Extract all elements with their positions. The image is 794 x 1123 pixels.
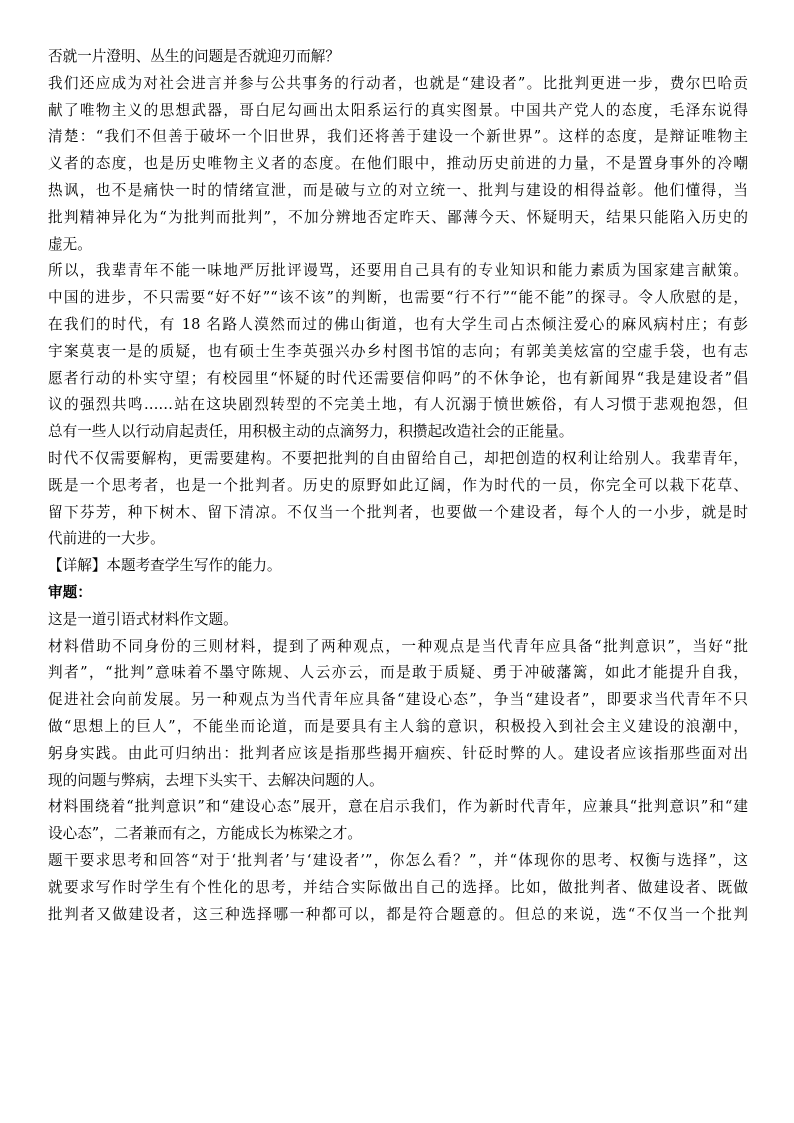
text-line: 批判者又做建设者，这三种选择哪一种都可以，都是符合题意的。但总的来说，选“不仅当一个批判 — [48, 905, 748, 923]
text-line: 热讽，也不是痛快一时的情绪宣泄，而是破与立的对立统一、批判与建设的相得益彰。他们懂得，当 — [48, 181, 748, 199]
text-line: 促进社会向前发展。另一种观点为当代青年应具备“建设心态”，争当“建设者”，即要求当代青年不只 — [48, 691, 748, 709]
text-line: 所以，我辈青年不能一味地严厉批评谩骂，还要用自己具有的专业知识和能力素质为国家建言献策。 — [48, 262, 748, 280]
text-line: 时代不仅需要解构，更需要建构。不要把批判的自由留给自己，却把创造的权利让给别人。我辈青年， — [48, 449, 748, 467]
text-line: 清楚：“我们不但善于破坏一个旧世界，我们还将善于建设一个新世界”。这样的态度，是辩证唯物主 — [48, 128, 748, 146]
text-line: 虚无。 — [48, 235, 92, 253]
text-line: 在我们的时代，有 18 名路人漠然而过的佛山街道，也有大学生司占杰倾注爱心的麻风病村庄；有彭 — [48, 315, 748, 333]
text-line: 这是一道引语式材料作文题。 — [48, 610, 238, 628]
text-line: 既是一个思考者，也是一个批判者。历史的原野如此辽阔，作为时代的一员，你完全可以栽下花草、 — [48, 476, 748, 494]
text-line: 题干要求思考和回答“对于‘批判者’与‘建设者’”，你怎么看？”，并“体现你的思考、权衡与选择”，这 — [48, 851, 748, 869]
text-line: 议的强烈共鸣……站在这块剧烈转型的不完美土地，有人沉溺于愤世嫉俗，有人习惯于悲观抱怨，但 — [48, 396, 748, 414]
text-line: 设心态”，二者兼而有之，方能成长为栋梁之才。 — [48, 825, 362, 843]
text-line: 躬身实践。由此可归纳出：批判者应该是指那些揭开痼疾、针砭时弊的人。建设者应该指那些面对出 — [48, 744, 748, 762]
text-line: 宇案莫衷一是的质疑，也有硕士生李英强兴办乡村图书馆的志向；有郭美美炫富的空虚手袋，也有志 — [48, 342, 748, 360]
document-body — [48, 44, 748, 928]
text-line: 判者”，“批判”意味着不墨守陈规、人云亦云，而是敢于质疑、勇于冲破藩篱，如此才能提升自我， — [48, 664, 748, 682]
text-line: 材料借助不同身份的三则材料，提到了两种观点，一种观点是当代青年应具备“批判意识”，当好“批 — [48, 637, 748, 655]
text-line: 献了唯物主义的思想武器，哥白尼勾画出太阳系运行的真实图景。中国共产党人的态度，毛泽东说得 — [48, 101, 748, 119]
text-line: 愿者行动的朴实守望；有校园里“怀疑的时代还需要信仰吗”的不休争论，也有新闻界“我是建设者”倡 — [48, 369, 748, 387]
text-line: 就要求写作时学生有个性化的思考，并结合实际做出自己的选择。比如，做批判者、做建设者、既做 — [48, 878, 748, 896]
text-line: 现的问题与弊病，去埋下头实干、去解决问题的人。 — [48, 771, 384, 789]
text-line: 否就一片澄明、丛生的问题是否就迎刃而解？ — [48, 48, 340, 65]
text-line: 中国的进步，不只需要“好不好”“该不该”的判断，也需要“行不行”“能不能”的探寻。令人欣慰的是， — [48, 289, 748, 307]
text-line: 代前进的一大步。 — [48, 530, 165, 548]
text-line: 留下芬芳，种下树木、留下清凉。不仅当一个批判者，也要做一个建设者，每个人的一小步，就是时 — [48, 503, 748, 521]
text-line: 批判精神异化为“为批判而批判”，不加分辨地否定昨天、鄙薄今天、怀疑明天，结果只能陷入历史的 — [48, 208, 748, 226]
text-line: 总有一些人以行动肩起责任，用积极主动的点滴努力，积攒起改造社会的正能量。 — [48, 423, 574, 441]
text-line: 【详解】本题考查学生写作的能力。 — [48, 557, 282, 575]
text-line: 我们还应成为对社会进言并参与公共事务的行动者，也就是“建设者”。比批判更进一步，费尔巴哈贡 — [48, 74, 748, 92]
section-heading: 审题： — [48, 583, 92, 601]
text-line: 做“思想上的巨人”，不能坐而论道，而是要具有主人翁的意识，积极投入到社会主义建设的浪潮中， — [48, 717, 748, 735]
text-line: 材料围绕着“批判意识”和“建设心态”展开，意在启示我们，作为新时代青年，应兼具“批判意识”和“建 — [48, 798, 748, 816]
text-line: 义者的态度，也是历史唯物主义者的态度。在他们眼中，推动历史前进的力量，不是置身事外的冷嘲 — [48, 155, 748, 173]
